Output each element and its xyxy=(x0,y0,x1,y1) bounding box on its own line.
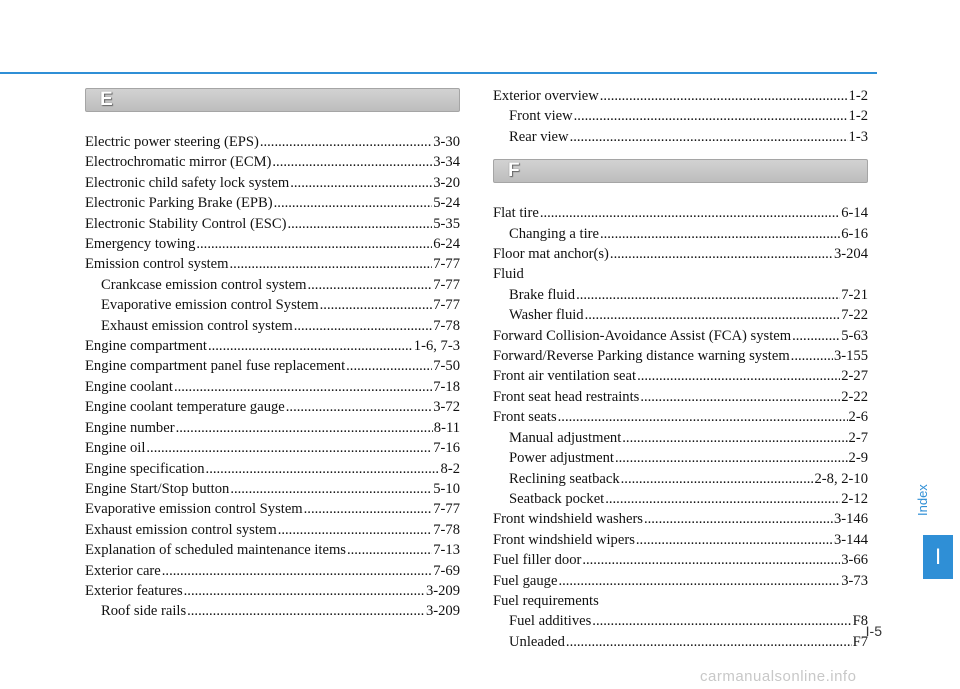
entry-term: Washer fluid xyxy=(509,307,584,324)
entry-dot-leader xyxy=(540,203,840,223)
index-entry xyxy=(85,520,460,540)
entry-page-ref: 1-2 xyxy=(848,108,868,125)
index-entry xyxy=(493,244,868,264)
entry-page-ref: 6-24 xyxy=(433,236,460,253)
index-entry xyxy=(85,234,460,254)
entry-dot-leader xyxy=(637,366,840,386)
entry-term: Exhaust emission control system xyxy=(101,317,293,334)
entry-term: Emergency towing xyxy=(85,236,196,253)
index-entry xyxy=(493,387,868,407)
entry-term: Roof side rails xyxy=(101,603,187,620)
index-entry xyxy=(85,316,460,336)
index-entry xyxy=(85,254,460,274)
side-tab-label: Index xyxy=(915,484,930,516)
entry-dot-leader xyxy=(294,316,433,336)
entry-dot-leader xyxy=(585,305,841,325)
entry-dot-leader xyxy=(320,295,433,315)
entry-term: Manual adjustment xyxy=(509,429,622,446)
entry-page-ref: 3-30 xyxy=(433,134,460,150)
index-entry xyxy=(493,571,868,591)
entry-page-ref: 2-22 xyxy=(841,388,868,405)
entry-term: Crankcase emission control system xyxy=(101,276,307,293)
entry-term: Fuel additives xyxy=(509,613,592,630)
entry-term: Changing a tire xyxy=(509,225,599,242)
entry-dot-leader xyxy=(600,86,848,106)
entry-dot-leader xyxy=(278,520,433,540)
entry-dot-leader xyxy=(558,571,840,591)
section-header-f xyxy=(493,159,868,183)
entry-page-ref: 3-209 xyxy=(425,603,460,620)
entry-page-ref: 7-78 xyxy=(433,521,460,538)
entry-dot-leader xyxy=(187,601,425,621)
index-entry xyxy=(85,193,460,213)
entry-dot-leader xyxy=(290,173,432,193)
index-entry xyxy=(85,459,460,479)
entry-term: Reclining seatback xyxy=(509,470,620,487)
entry-page-ref: 5-63 xyxy=(841,327,868,344)
index-entry xyxy=(85,295,460,315)
index-entry xyxy=(493,591,868,611)
entry-page-ref: 7-50 xyxy=(433,358,460,375)
entry-dot-leader xyxy=(791,346,833,366)
entry-term: Electronic Parking Brake (EPB) xyxy=(85,195,273,212)
entry-term: Electronic Stability Control (ESC) xyxy=(85,215,287,232)
entry-term: Engine Start/Stop button xyxy=(85,480,230,497)
entry-page-ref: 7-77 xyxy=(433,501,460,518)
index-entry xyxy=(493,428,868,448)
entry-term: Fuel gauge xyxy=(493,572,558,589)
entry-dot-leader xyxy=(792,326,840,346)
entry-term: Fluid xyxy=(493,266,524,283)
entry-term: Seatback pocket xyxy=(509,490,605,507)
entry-page-ref: 5-10 xyxy=(433,480,460,497)
index-entry xyxy=(85,581,460,601)
entry-term: Electronic child safety lock system xyxy=(85,174,290,191)
entry-term: Explanation of scheduled maintenance items xyxy=(85,542,346,559)
index-entry xyxy=(493,305,868,325)
index-entry xyxy=(85,173,460,193)
index-entry xyxy=(493,448,868,468)
entry-dot-leader xyxy=(230,479,432,499)
index-entry xyxy=(493,127,868,147)
entry-page-ref: 8-2 xyxy=(440,460,460,477)
entry-page-ref: 3-66 xyxy=(841,552,868,569)
entry-term: Evaporative emission control System xyxy=(101,297,319,314)
index-entry xyxy=(493,407,868,427)
entry-dot-leader xyxy=(274,193,433,213)
entry-page-ref: 1-3 xyxy=(848,128,868,145)
entry-page-ref: 3-34 xyxy=(433,154,460,171)
entry-dot-leader xyxy=(272,152,432,172)
entry-term: Fuel filler door xyxy=(493,552,582,569)
entry-page-ref: 7-21 xyxy=(841,286,868,303)
index-entry xyxy=(493,489,868,509)
entry-dot-leader xyxy=(621,469,814,489)
entry-page-ref: 3-72 xyxy=(433,399,460,416)
entry-term: Exterior features xyxy=(85,582,183,599)
page-number: I-5 xyxy=(865,623,882,639)
entry-dot-leader xyxy=(347,540,432,560)
index-entry xyxy=(493,632,868,652)
entry-page-ref: 6-16 xyxy=(841,225,868,242)
top-rule xyxy=(0,72,877,74)
entry-term: Rear view xyxy=(509,128,569,145)
entry-dot-leader xyxy=(174,377,432,397)
index-entry xyxy=(493,611,868,631)
entry-term: Front windshield wipers xyxy=(493,531,635,548)
entry-dot-leader xyxy=(146,438,432,458)
entry-page-ref: 7-77 xyxy=(433,297,460,314)
entry-page-ref: 3-209 xyxy=(425,582,460,599)
entry-term: Front seats xyxy=(493,409,557,426)
entry-term: Engine coolant temperature gauge xyxy=(85,399,285,416)
entry-page-ref: 8-11 xyxy=(433,419,460,436)
section-letter: E xyxy=(100,89,113,110)
entry-list xyxy=(493,86,868,147)
index-entry xyxy=(493,346,868,366)
entry-page-ref: 2-7 xyxy=(848,429,868,446)
entry-term: Engine number xyxy=(85,419,175,436)
entry-term: Electric power steering (EPS) xyxy=(85,134,259,150)
index-entry xyxy=(85,479,460,499)
watermark: carmanualsonline.info xyxy=(700,668,857,685)
index-entry xyxy=(85,561,460,581)
entry-dot-leader xyxy=(346,356,432,376)
index-entry xyxy=(85,132,460,152)
entry-term: Fuel requirements xyxy=(493,592,599,609)
index-column-right xyxy=(493,86,868,652)
entry-dot-leader xyxy=(558,407,848,427)
entry-page-ref: 7-69 xyxy=(433,562,460,579)
entry-term: Engine coolant xyxy=(85,378,173,395)
index-entry xyxy=(85,377,460,397)
entry-dot-leader xyxy=(582,550,840,570)
entry-page-ref: 1-2 xyxy=(848,88,868,104)
index-entry xyxy=(85,418,460,438)
entry-page-ref: 5-24 xyxy=(433,195,460,212)
index-entry xyxy=(85,540,460,560)
entry-term: Forward/Reverse Parking distance warning system xyxy=(493,348,790,365)
index-entry xyxy=(493,106,868,126)
entry-page-ref: 7-77 xyxy=(433,256,460,273)
index-entry xyxy=(85,438,460,458)
entry-term: Floor mat anchor(s) xyxy=(493,246,609,263)
index-entry xyxy=(85,601,460,621)
entry-dot-leader xyxy=(286,397,432,417)
index-entry xyxy=(493,550,868,570)
entry-page-ref: 2-9 xyxy=(848,450,868,467)
entry-dot-leader xyxy=(196,234,432,254)
entry-term: Front view xyxy=(509,108,573,125)
entry-dot-leader xyxy=(644,509,833,529)
entry-list xyxy=(493,203,868,652)
entry-page-ref: 3-155 xyxy=(833,348,868,365)
index-entry xyxy=(493,224,868,244)
entry-term: Electrochromatic mirror (ECM) xyxy=(85,154,272,171)
entry-term: Power adjustment xyxy=(509,450,614,467)
entry-page-ref: 2-8, 2-10 xyxy=(814,470,868,487)
entry-dot-leader xyxy=(260,132,432,152)
section-header-e xyxy=(85,88,460,112)
index-entry xyxy=(85,214,460,234)
entry-dot-leader xyxy=(208,336,413,356)
entry-term: Evaporative emission control System xyxy=(85,501,303,518)
index-entry xyxy=(85,336,460,356)
entry-page-ref: 3-20 xyxy=(433,174,460,191)
entry-page-ref: 2-27 xyxy=(841,368,868,385)
entry-list xyxy=(85,132,460,622)
entry-dot-leader xyxy=(592,611,851,631)
entry-page-ref: 7-78 xyxy=(433,317,460,334)
entry-dot-leader xyxy=(610,244,833,264)
entry-dot-leader xyxy=(176,418,433,438)
entry-term: Front air ventilation seat xyxy=(493,368,637,385)
side-tab-letter: I xyxy=(923,535,953,579)
entry-page-ref: 7-16 xyxy=(433,440,460,457)
index-entry xyxy=(493,86,868,106)
entry-page-ref: 2-12 xyxy=(841,490,868,507)
entry-dot-leader xyxy=(570,127,848,147)
entry-dot-leader xyxy=(162,561,432,581)
entry-page-ref: 5-35 xyxy=(433,215,460,232)
entry-dot-leader xyxy=(287,214,432,234)
entry-page-ref: 7-18 xyxy=(433,378,460,395)
entry-term: Engine compartment panel fuse replacement xyxy=(85,358,346,375)
entry-page-ref: 7-13 xyxy=(433,542,460,559)
entry-dot-leader xyxy=(640,387,840,407)
entry-dot-leader xyxy=(615,448,848,468)
index-entry xyxy=(493,203,868,223)
entry-dot-leader xyxy=(636,530,833,550)
index-entry xyxy=(493,285,868,305)
section-letter: F xyxy=(508,160,520,182)
entry-page-ref: 3-73 xyxy=(841,572,868,589)
entry-page-ref: 7-77 xyxy=(433,276,460,293)
entry-page-ref: 1-6, 7-3 xyxy=(413,338,460,355)
entry-term: Engine compartment xyxy=(85,338,207,355)
entry-dot-leader xyxy=(308,275,433,295)
entry-page-ref: F8 xyxy=(852,613,868,630)
index-entry xyxy=(493,530,868,550)
entry-page-ref: 2-6 xyxy=(848,409,868,426)
entry-dot-leader xyxy=(566,632,852,652)
index-column-left xyxy=(85,86,460,622)
entry-term: Engine specification xyxy=(85,460,205,477)
index-entry xyxy=(85,499,460,519)
entry-term: Front windshield washers xyxy=(493,511,643,528)
entry-page-ref: 3-146 xyxy=(833,511,868,528)
index-entry xyxy=(493,509,868,529)
entry-dot-leader xyxy=(576,285,840,305)
entry-page-ref: 3-144 xyxy=(833,531,868,548)
index-entry xyxy=(493,469,868,489)
index-entry xyxy=(85,275,460,295)
entry-dot-leader xyxy=(206,459,440,479)
entry-dot-leader xyxy=(230,254,433,274)
entry-dot-leader xyxy=(622,428,847,448)
entry-term: Engine oil xyxy=(85,440,146,457)
entry-page-ref: F7 xyxy=(852,633,868,650)
entry-dot-leader xyxy=(600,224,840,244)
entry-term: Exterior care xyxy=(85,562,161,579)
index-entry xyxy=(85,356,460,376)
entry-term: Brake fluid xyxy=(509,286,576,303)
index-entry xyxy=(493,264,868,284)
entry-page-ref: 7-22 xyxy=(841,307,868,324)
entry-term: Exterior overview xyxy=(493,88,599,104)
index-entry xyxy=(493,326,868,346)
entry-dot-leader xyxy=(304,499,433,519)
entry-term: Emission control system xyxy=(85,256,229,273)
index-entry xyxy=(85,152,460,172)
entry-term: Exhaust emission control system xyxy=(85,521,277,538)
entry-term: Unleaded xyxy=(509,633,565,650)
entry-term: Front seat head restraints xyxy=(493,388,640,405)
entry-term: Forward Collision-Avoidance Assist (FCA) system xyxy=(493,327,792,344)
entry-dot-leader xyxy=(574,106,848,126)
index-entry xyxy=(85,397,460,417)
entry-dot-leader xyxy=(184,581,425,601)
entry-page-ref: 3-204 xyxy=(833,246,868,263)
entry-page-ref: 6-14 xyxy=(841,205,868,222)
index-entry xyxy=(493,366,868,386)
entry-term: Flat tire xyxy=(493,205,539,222)
entry-dot-leader xyxy=(605,489,840,509)
